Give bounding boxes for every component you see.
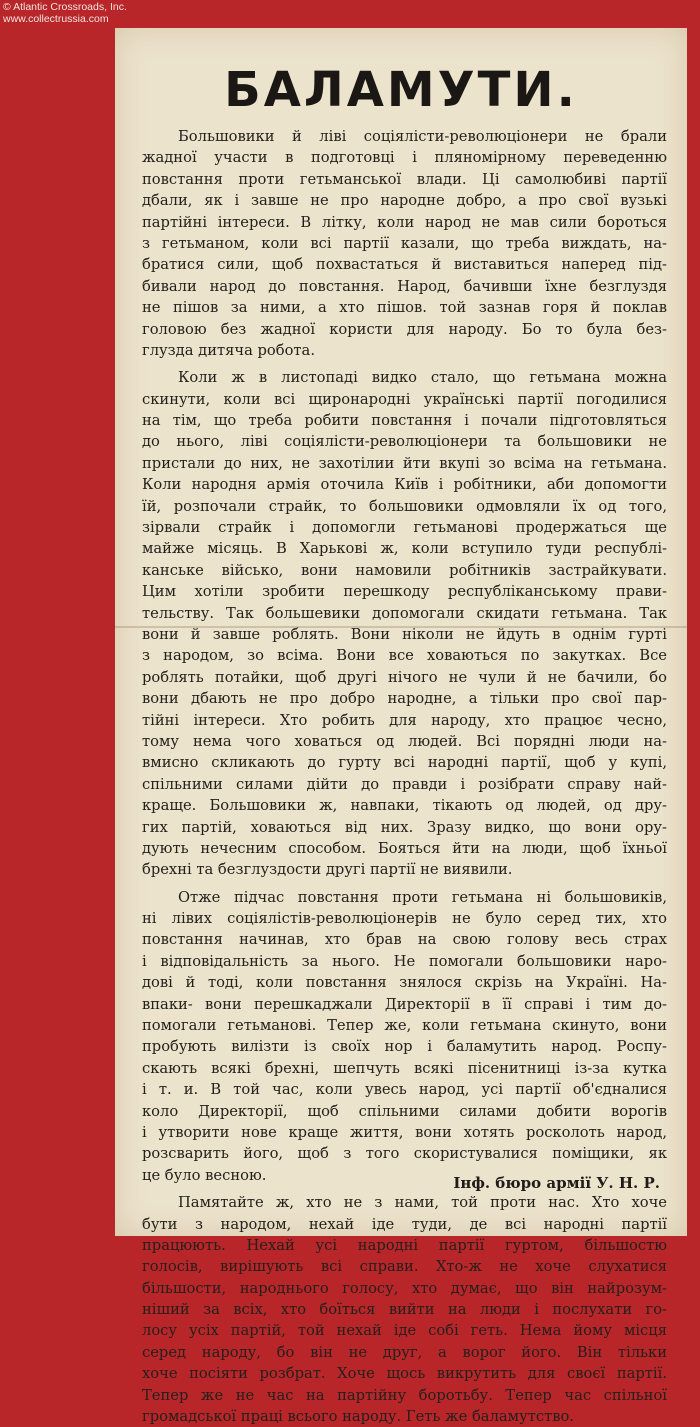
body-line: тому нема чого ховаться од людей. Всі порядні люди на- (142, 732, 667, 750)
body-line: Коли народня армія отoчила Київ і робітники, аби допомогти (142, 476, 667, 494)
body-line: Большовики й ліві соціялісти-революціонери не брали (178, 128, 667, 145)
body-line: Отже підчас повстання проти гетьмана ні большовиків, (178, 888, 667, 906)
leaflet-sheet (115, 28, 687, 1426)
body-line: Коли ж в листопаді видко стало, що гетьмана можна (178, 369, 667, 387)
body-line: дові й тоді, коли повстання знялося скрізь на Україні. На- (142, 974, 667, 992)
body-line: зірвали страйк і допомогли гетьманові продержаться ще (142, 519, 667, 537)
body-line: пристали до них, не захотілии йти вкупі зо всіма на гетьмана. (142, 454, 667, 472)
body-line: канське військо, вони намовили робітників застрайкувати. (142, 561, 667, 579)
body-line: гих партій, ховаються від них. Зразу видко, що вони ору- (142, 818, 667, 836)
body-line: брехні та безглуздости другі партії не виявили. (142, 861, 513, 879)
watermark-company: © Atlantic Crossroads, Inc. (3, 1, 127, 13)
body-line: скинути, коли всі щиронародні українські партії погодилися (142, 390, 667, 408)
body-line: Цим хотіли зробити перешкоду республіканському прави- (142, 583, 667, 601)
body-line: братися сили, щоб похвастаться й виставиться наперед під- (142, 256, 667, 274)
body-line: впаки- вони перешкаджали Директорії в її справі і тим до- (142, 995, 667, 1013)
body-line: Тепер же не час на партійну боротьбу. Тепер час спільної (142, 1386, 667, 1404)
body-line: і утворити нове краще життя, вони хотять росколоть народ, (142, 1123, 667, 1141)
body-line: вмисно скликають до гурту всі народні партії, щоб у купі, (142, 754, 667, 772)
body-line: громадської праці всього народу. Геть же баламутство. (142, 1408, 574, 1426)
document-body (142, 126, 667, 1427)
body-line: повстання проти гетьманської влади. Ці самолюбиві партії (142, 170, 667, 188)
body-line: бивали народ до повстання. Народ, бачивши їхне безглуздя (142, 277, 667, 295)
body-line: майже місяць. В Харькові ж, коли вступило туди республі- (142, 540, 667, 558)
body-line: помогали гетьманові. Тепер же, коли гетьмана скинуто, вони (142, 1017, 667, 1035)
body-line: голосів, вирішують всі справи. Хто-ж не хоче слухатися (142, 1258, 667, 1276)
document-title: БАЛАМУТИ. (224, 62, 578, 118)
body-line: Памятайте ж, хто не з нами, той проти нас. Хто хоче (178, 1194, 667, 1212)
body-line: до нього, ліві соціялісти-революціонери та большовики не (142, 433, 667, 451)
body-line: і т. и. В той час, коли увесь народ, усі партії об'єдналися (142, 1081, 667, 1099)
body-line: тельству. Так большевики допомогали скидати гетьмана. Так (142, 604, 667, 622)
body-line: з народом, зо всіма. Вони все ховаються по закутках. Все (142, 647, 667, 665)
body-line: дують нечесним способом. Бояться йти на люди, щоб їхньої (142, 839, 667, 857)
body-line: з гетьманом, коли всі партії казали, що треба виждать, на- (142, 234, 667, 252)
body-line: жадної участи в подготовці і пляномірному переведенню (142, 149, 667, 167)
body-line: вони й завше роблять. Вони ніколи не йдуть в однім гурті (142, 625, 667, 643)
watermark-website: www.collectrussia.com (3, 13, 109, 25)
body-line: дбали, як і завше не про народне добро, а про свої вузькі (142, 192, 667, 210)
body-line: працюють. Нехай усі народні партії гуртом, більшостю (142, 1236, 667, 1254)
body-line: коло Директорії, щоб спільними силами добити ворогів (142, 1102, 667, 1120)
body-line: ні лівих соціялістів-революціонерів не було серед тих, хто (142, 910, 667, 928)
body-line: пробують вилізти із своїх нор і баламутить народ. Роспу- (142, 1038, 667, 1056)
body-line: скають всякі брехні, шепчуть всякі пісенитниці із-за кутка (142, 1059, 667, 1077)
body-line: повстання начинав, хто брав на свою голову весь страх (142, 931, 667, 949)
body-line: тійні інтереси. Хто робить для народу, хто працює чесно, (142, 711, 667, 729)
body-line: розсварить його, щоб з того скористувалися поміщики, як (142, 1145, 667, 1163)
body-line: і відповідальність за нього. Не помогали большовики наро- (142, 952, 667, 970)
body-line: більшости, народнього голосу, хто думає, що він найрозум- (142, 1279, 667, 1297)
body-line: їй, розпочали страйк, то большовики одмовляли їх од того, (142, 497, 667, 515)
body-line: краще. Большовики ж, навпаки, тікають од людей, од дру- (142, 797, 667, 815)
body-line: хоче посіяти розбрат. Хоче щось викрутить для своєї партії. (142, 1365, 667, 1383)
body-line: не пішов за ними, а хто пішов. той зазнав горя й поклав (142, 299, 667, 317)
body-line: спільними силами дійти до правди і розібрати справу най- (142, 775, 667, 793)
body-line: роблять потайки, щоб другі нічого не чули й не бачили, бо (142, 668, 667, 686)
body-line: головою без жадної користи для народу. Бо то була без- (142, 320, 667, 338)
body-line: вони дбають не про добро народне, а тільки про свої пар- (142, 690, 667, 708)
body-line: глузда дитяча робота. (142, 341, 315, 359)
body-line: серед народу, бо він не друг, а ворог його. Він тільки (142, 1343, 667, 1361)
body-line: це було весною. (142, 1166, 267, 1184)
document-signature: Інф. бюро армії У. Н. Р. (453, 1174, 660, 1192)
body-line: ніший за всіх, хто боїться вийти на люди і послухати го- (142, 1301, 667, 1319)
watermark (3, 1, 127, 25)
body-line: лосу усіх партій, той нехай іде собі геть. Нема йому місця (142, 1322, 667, 1340)
body-line: бути з народом, нехай іде туди, де всі народні партії (142, 1215, 667, 1233)
body-line: на тім, що треба робити повстання і почали підготовляться (142, 412, 667, 430)
body-line: партійні інтереси. В літку, коли народ не мав сили бороться (142, 213, 667, 231)
